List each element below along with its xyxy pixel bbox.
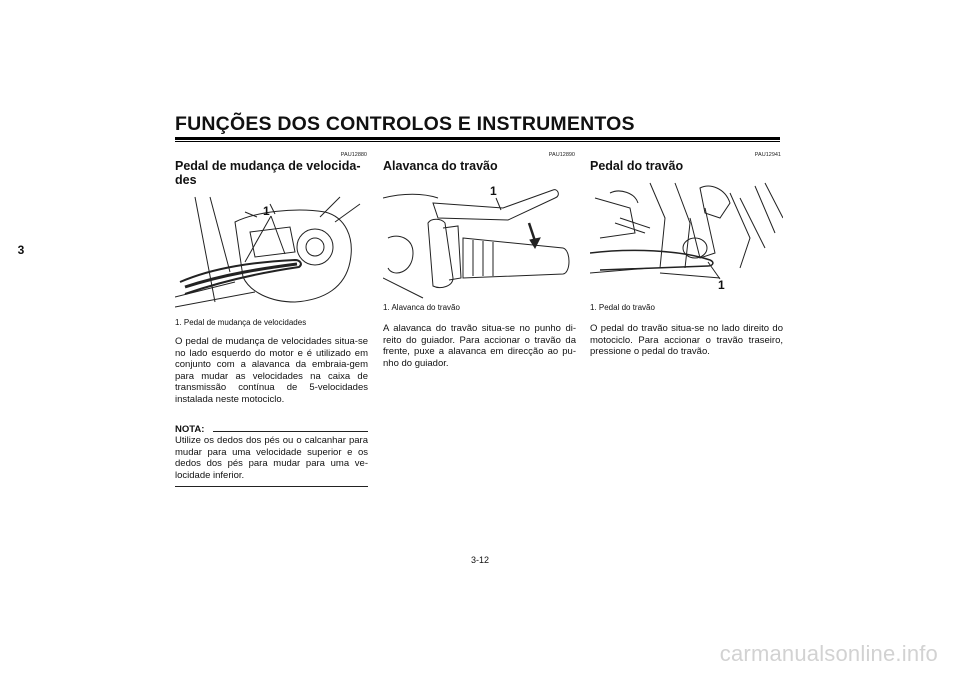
section-heading — [175, 159, 375, 187]
section-heading: Pedal do travão — [590, 159, 684, 173]
note-label: NOTA: — [175, 424, 205, 435]
brake-pedal-illustration — [590, 178, 783, 300]
note-rule-top — [213, 431, 368, 432]
note-text: Utilize os dedos dos pés ou o calcanhar para mudar para uma velocidade superior e os dedos dos pés para mudar para uma ve-locidade inferior. — [175, 435, 368, 481]
figure-caption: 1. Pedal de mudança de velocidades — [175, 318, 307, 327]
page-number: 3-12 — [470, 555, 489, 565]
heading-line: des — [175, 173, 197, 187]
body-text: O pedal de mudança de velocidades situa-se no lado esquerdo do motor e é utilizado em conjunto com a alavanca da embraia-gem para mudar as velocidades na caixa de transmissão contínua de 5-velocidades instalada neste motociclo. — [175, 336, 368, 405]
section-heading: Alavanca do travão — [383, 159, 498, 173]
shift-pedal-illustration — [175, 192, 368, 314]
body-text: A alavanca do travão situa-se no punho di-reito do guiador. Para accionar o travão da frente, puxe a alavanca em direcção ao pu-nho do guiador. — [383, 323, 576, 369]
section-code: PAU12941 — [754, 152, 781, 158]
figure-callout: 1 — [718, 278, 725, 292]
header-rule-thin — [175, 141, 780, 142]
figure-caption: 1. Pedal do travão — [590, 303, 655, 312]
body-text: O pedal do travão situa-se no lado direito do motociclo. Para accionar o travão traseiro, pressione o pedal do travão. — [590, 323, 783, 357]
section-code: PAU12880 — [340, 152, 367, 158]
section-code: PAU12890 — [548, 152, 575, 158]
figure-caption: 1. Alavanca do travão — [383, 303, 460, 312]
page-header-title: FUNÇÕES DOS CONTROLOS E INSTRUMENTOS — [175, 113, 635, 135]
note-rule-bottom — [175, 486, 368, 487]
figure-callout: 1 — [263, 204, 270, 218]
header-rule — [175, 137, 780, 140]
chapter-tab: 3 — [17, 243, 25, 257]
watermark: carmanualsonline.info — [719, 641, 938, 666]
brake-lever-illustration — [383, 178, 576, 300]
heading-line: Pedal de mudança de velocida- — [175, 159, 361, 173]
figure-callout: 1 — [490, 184, 497, 198]
